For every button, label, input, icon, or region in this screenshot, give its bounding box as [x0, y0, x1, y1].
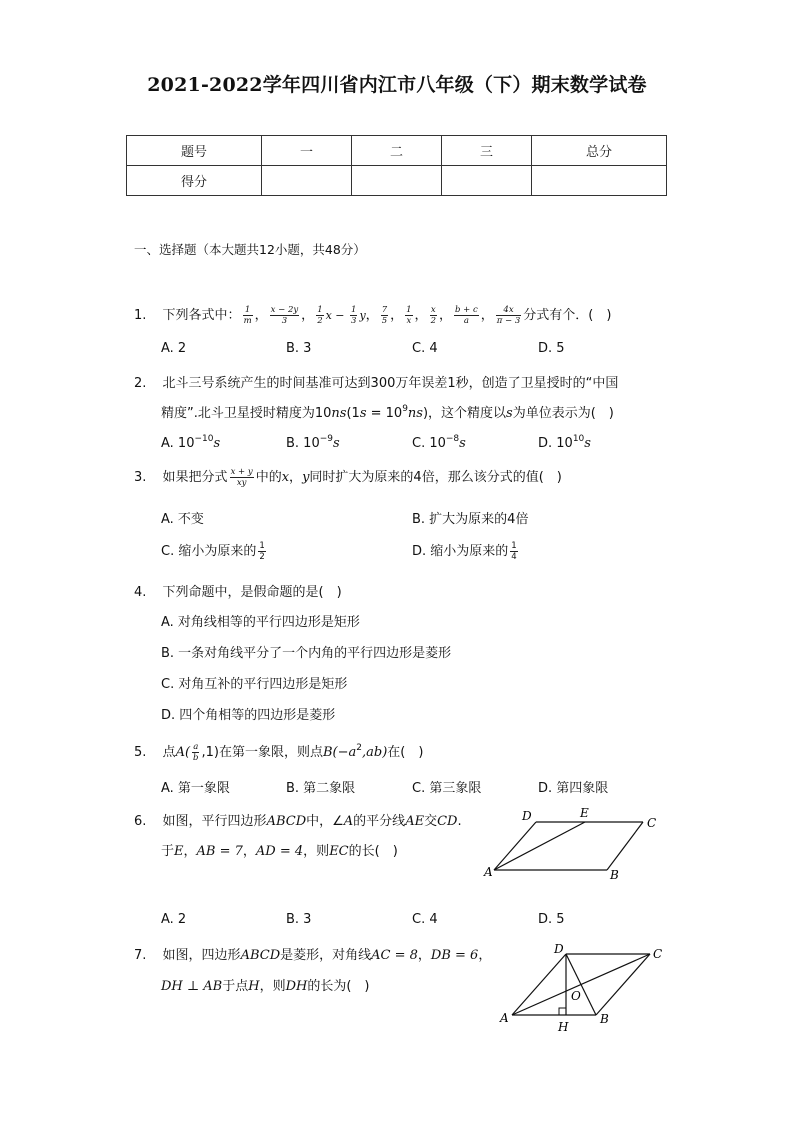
math-text: (1 — [346, 406, 360, 421]
option-b[interactable]: B. 一条对角线平分了一个内角的平行四边形是菱形 — [161, 646, 452, 661]
option-b[interactable]: B. 3 — [286, 912, 312, 927]
option-b[interactable]: B. 第二象限 — [286, 781, 356, 796]
question-stem: 北斗三号系统产生的时间基准可达到300万年误差1秒，创造了卫星授时的“中国 — [162, 376, 619, 391]
option-label: B. 10 — [286, 436, 320, 451]
option-a[interactable]: A. 2 — [161, 912, 187, 927]
question-stem: 的长为( ) — [307, 979, 370, 994]
question-stem: 如果把分式 — [162, 470, 228, 485]
exponent: 9 — [402, 404, 408, 414]
math-text: AD = 4 — [255, 844, 304, 859]
option-d[interactable]: D. 第四象限 — [538, 781, 609, 796]
numerator: x − 2y — [270, 305, 299, 315]
question-stem: ，则 — [259, 979, 286, 994]
denominator: 2 — [430, 316, 436, 326]
math-text: x — [281, 470, 290, 485]
question-stem: 精度”.北斗卫星授时精度为10 — [161, 406, 332, 421]
question-6-line-2 — [161, 840, 398, 859]
separator: ， — [414, 308, 428, 323]
question-stem: 在( ) — [387, 745, 424, 760]
option-d[interactable]: D. 四个角相等的四边形是菱形 — [161, 708, 336, 723]
numerator: x — [430, 305, 436, 315]
math-text: AC = 8 — [371, 948, 418, 963]
question-stem: 于 — [161, 844, 175, 859]
separator: ， — [390, 308, 404, 323]
fraction — [192, 742, 199, 763]
label-d: D — [522, 809, 532, 823]
score-cell — [262, 166, 352, 196]
score-header-cell: 总分 — [532, 136, 667, 166]
math-text: y — [302, 470, 310, 485]
fraction — [243, 305, 253, 326]
question-3 — [134, 466, 562, 488]
option-label: C. 缩小为原来的 — [161, 544, 257, 559]
score-table-header-row — [127, 136, 667, 166]
option-c[interactable]: C. 对角互补的平行四边形是矩形 — [161, 677, 348, 692]
page-title: 2021-2022学年四川省内江市八年级（下）期末数学试卷 — [147, 74, 647, 96]
question-number: 3. — [134, 470, 147, 485]
edge-ad — [494, 822, 536, 870]
question-5: 5. 点A( $\frac{a}{b}$ ,1)在第一象限，则点$B(-a^2,ab)$在( ) — [134, 742, 424, 763]
label-d: D — [554, 942, 564, 956]
math-text: CD — [437, 814, 458, 829]
parallelogram-figure — [480, 800, 670, 890]
numerator: 1 — [511, 541, 517, 551]
math-text: s — [506, 406, 513, 421]
question-7-line-2 — [161, 975, 370, 994]
numerator: 1 — [317, 305, 323, 315]
option-c[interactable] — [161, 540, 268, 562]
score-table — [126, 135, 667, 196]
question-stem: ，则 — [303, 844, 330, 859]
question-stem: 如图，平行四边形 — [162, 814, 267, 829]
fraction — [258, 541, 265, 562]
label-o: O — [571, 989, 581, 1003]
question-stem: ,1)在第一象限，则点 — [201, 745, 323, 760]
denominator: 5 — [381, 316, 388, 326]
question-stem: 的长( ) — [348, 844, 398, 859]
option-d[interactable] — [538, 434, 591, 451]
question-number: 5. — [134, 745, 147, 760]
math-text: DH ⊥ AB — [161, 979, 223, 994]
separator: ， — [183, 844, 197, 859]
fraction — [350, 305, 357, 326]
question-4 — [134, 581, 342, 600]
option-d[interactable]: D. 5 — [538, 341, 565, 356]
math-text: H — [248, 979, 260, 994]
score-header-cell: 题号 — [127, 136, 262, 166]
denominator: m — [243, 316, 252, 326]
question-stem: 如图，四边形 — [162, 948, 241, 963]
separator: ， — [289, 470, 303, 485]
denominator: b — [193, 753, 199, 763]
question-number: 4. — [134, 585, 147, 600]
numerator: 7 — [381, 305, 388, 315]
option-c[interactable]: C. 第三象限 — [412, 781, 482, 796]
question-7 — [134, 944, 491, 963]
exponent: 10 — [572, 434, 585, 444]
rhombus-figure — [496, 938, 671, 1038]
score-cell — [352, 166, 442, 196]
question-stem: 是菱形，对角线 — [280, 948, 372, 963]
question-stem: 分式有个．( ) — [523, 308, 612, 323]
fraction — [510, 541, 517, 562]
fraction — [316, 305, 323, 326]
denominator: π − 3 — [496, 316, 521, 326]
fraction — [430, 305, 437, 326]
separator: ， — [301, 308, 315, 323]
question-stem: 于点 — [222, 979, 249, 994]
exponent: −10 — [194, 434, 214, 444]
separator: ， — [365, 308, 379, 323]
section-heading: 一、选择题（本大题共12小题，共48分） — [134, 242, 366, 257]
diagonal-db — [566, 954, 596, 1015]
separator: ， — [254, 308, 268, 323]
option-label: C. 10 — [412, 436, 446, 451]
math-text: EC — [329, 844, 349, 859]
denominator: 3 — [281, 316, 288, 326]
numerator: 1 — [259, 541, 265, 551]
option-a[interactable] — [161, 434, 220, 451]
fraction — [405, 305, 412, 326]
option-a[interactable]: A. 第一象限 — [161, 781, 230, 796]
label-a: A — [484, 865, 493, 879]
math-text: E — [174, 844, 184, 859]
option-d[interactable] — [412, 540, 520, 562]
question-stem: 的平分线 — [353, 814, 406, 829]
numerator: 1 — [351, 305, 357, 315]
separator: ， — [478, 948, 492, 963]
option-a[interactable]: A. 不变 — [161, 512, 204, 527]
score-cell — [532, 166, 667, 196]
option-a[interactable]: A. 2 — [161, 341, 187, 356]
math-text: DH — [285, 979, 308, 994]
option-label: A. 10 — [161, 436, 195, 451]
question-stem: 为单位表示为( ) — [512, 406, 614, 421]
math-text: DB = 6 — [430, 948, 479, 963]
exponent: −8 — [445, 434, 460, 444]
score-table-score-row — [127, 166, 667, 196]
label-b: B — [610, 868, 619, 882]
label-e: E — [580, 806, 589, 820]
score-header-cell: 一 — [262, 136, 352, 166]
math-text: x − — [325, 309, 349, 322]
denominator: xy — [236, 478, 247, 488]
question-stem: 交 — [424, 814, 438, 829]
question-number: 1. — [134, 308, 147, 323]
edge-ad — [512, 954, 566, 1015]
option-label: D. 缩小为原来的 — [412, 544, 509, 559]
label-c: C — [647, 816, 657, 830]
denominator: 3 — [351, 316, 357, 326]
score-header-cell: 三 — [442, 136, 532, 166]
separator: ， — [438, 308, 452, 323]
math-text: ns — [331, 406, 347, 421]
option-b[interactable] — [286, 434, 340, 451]
numerator: b + c — [455, 305, 478, 315]
question-stem: 中的 — [255, 470, 282, 485]
separator: ， — [417, 948, 431, 963]
question-stem: 点 — [162, 745, 176, 760]
math-text: y — [359, 309, 366, 322]
math-text: ns — [407, 406, 423, 421]
label-h: H — [558, 1020, 569, 1034]
numerator: 4x — [496, 305, 522, 316]
math-text: ,ab) — [361, 745, 388, 760]
unit: s — [459, 436, 466, 451]
denominator: x — [406, 316, 412, 326]
denominator: 4 — [511, 552, 517, 562]
math-text: AB = 7 — [196, 844, 243, 859]
question-2-line-2 — [161, 402, 614, 421]
fraction — [381, 305, 388, 326]
denominator: 2 — [317, 316, 323, 326]
numerator: 1 — [406, 305, 412, 315]
edge-cb — [596, 954, 650, 1015]
math-text: s — [359, 406, 367, 421]
denominator: 2 — [259, 552, 265, 562]
math-text: = 10 — [366, 406, 403, 421]
option-c[interactable]: C. 4 — [412, 341, 438, 356]
math-text: A — [175, 745, 185, 760]
numerator: 1 — [243, 305, 253, 316]
exponent: −9 — [319, 434, 334, 444]
unit: s — [584, 436, 591, 451]
question-number: 7. — [134, 948, 147, 963]
question-stem: 中，∠ — [306, 814, 344, 829]
option-b[interactable]: B. 3 — [286, 341, 312, 356]
score-cell — [442, 166, 532, 196]
question-stem: 下列命题中，是假命题的是( ) — [162, 585, 342, 600]
math-text: ABCD — [240, 948, 281, 963]
math-text: B(−a — [322, 745, 357, 760]
option-d[interactable]: D. 5 — [538, 912, 565, 927]
denominator: a — [463, 316, 469, 326]
option-b[interactable]: B. 扩大为原来的4倍 — [412, 512, 529, 527]
question-stem: 同时扩大为原来的4倍，那么该分式的值( ) — [309, 470, 562, 485]
separator: ， — [242, 844, 256, 859]
unit: s — [333, 436, 340, 451]
score-header-cell: 二 — [352, 136, 442, 166]
numerator: x + y — [230, 467, 253, 477]
question-6 — [134, 810, 462, 829]
separator: ， — [480, 308, 494, 323]
fraction — [270, 305, 300, 326]
question-stem: . — [457, 814, 462, 829]
question-number: 6. — [134, 814, 147, 829]
question-stem: )，这个精度以 — [422, 406, 507, 421]
label-a: A — [500, 1011, 509, 1025]
bisector-ae — [494, 822, 585, 870]
option-label: D. 10 — [538, 436, 573, 451]
question-stem: 下列各式中： — [162, 308, 241, 323]
question-1 — [134, 304, 611, 326]
option-a[interactable]: A. 对角线相等的平行四边形是矩形 — [161, 615, 360, 630]
label-c: C — [653, 947, 663, 961]
label-b: B — [600, 1012, 609, 1026]
question-number: 2. — [134, 376, 147, 391]
unit: s — [213, 436, 221, 451]
fraction — [230, 467, 254, 488]
math-text: A — [343, 814, 354, 829]
exponent: 2 — [356, 743, 362, 753]
question-2 — [134, 372, 618, 391]
edge-cb — [607, 822, 643, 870]
math-text: AE — [405, 814, 425, 829]
fraction — [454, 305, 479, 326]
numerator: a — [193, 742, 199, 752]
right-angle-mark — [559, 1008, 566, 1015]
option-c[interactable]: C. 4 — [412, 912, 438, 927]
score-row-label: 得分 — [127, 166, 262, 196]
math-text: ABCD — [266, 814, 307, 829]
option-c[interactable] — [412, 434, 466, 451]
fraction — [496, 305, 522, 326]
